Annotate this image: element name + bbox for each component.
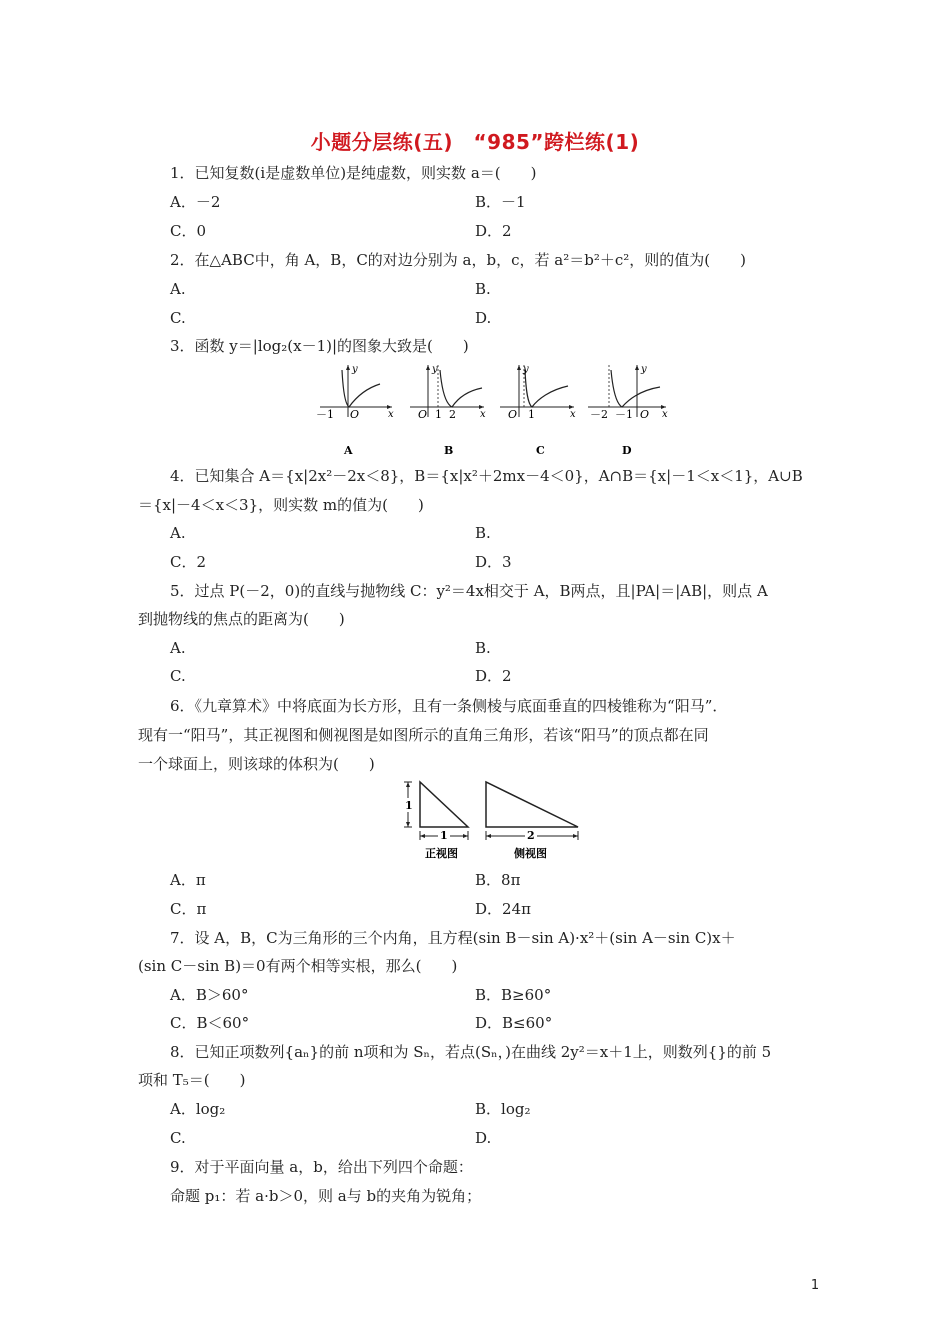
page-title: 小题分层练(五) “985”跨栏练(1) [310,130,640,154]
q3-b-axis-y: y [432,364,438,375]
q6-option-a: A．π [170,871,206,889]
q3-d-tick-2: －1 [615,408,633,421]
page-number: 1 [810,1278,820,1293]
question-7-stem-line1: 7．设 A，B，C为三角形的三个内角，且方程(sin B－sin A)·x²＋(sin A－sin C)x＋ [170,929,736,947]
question-9-stem: 9．对于平面向量 a，b，给出下列四个命题： [170,1158,473,1176]
q3-a-tick-2: O [350,408,360,421]
q8-option-c: C. [170,1129,186,1147]
q6-side-view-triangle [486,782,578,827]
q3-b-tick-1: O [418,408,428,421]
q3-graph-b [410,364,486,457]
q2-option-a: A. [170,280,186,298]
q7-option-d: D．B≤60° [475,1014,553,1032]
q6-front-width-label: 1 [440,829,448,842]
q3-b-tick-3: 2 [449,408,456,421]
q3-d-axis-y: y [641,364,647,375]
q3-c-tick-1: O [508,408,518,421]
q3-a-axis-x: x [388,409,394,420]
question-5-stem-line2: 到抛物线的焦点的距离为( ) [138,610,345,628]
q3-a-tick-1: －1 [316,408,334,421]
question-6-stem-line1: 6．《九章算术》中将底面为长方形，且有一条侧棱与底面垂直的四棱锥称为“阳马”． [170,697,728,715]
q6-option-d: D．24π [475,900,531,918]
q5-option-b: B. [475,639,491,657]
q3-c-axis-x: x [570,409,576,420]
q3-a-axis-y: y [352,364,358,375]
question-8-stem-line1: 8．已知正项数列{aₙ}的前 n项和为 Sₙ，若点(Sₙ，)在曲线 2y²＝x＋1上，则数列{}的前 5 [170,1043,772,1061]
q6-front-view-triangle [420,782,468,827]
question-3-stem: 3．函数 y＝|log₂(x－1)|的图象大致是( ) [170,337,469,355]
q4-option-a: A. [170,524,186,542]
q6-option-c: C．π [170,900,207,918]
q1-option-a: A．－2 [170,193,221,211]
q6-side-width-label: 2 [527,829,535,842]
q4-option-d: D．3 [475,553,512,571]
q1-option-d: D．2 [475,222,512,240]
q1-option-c: C．0 [170,222,207,240]
q5-option-d: D．2 [475,667,512,685]
q3-graph-figure [312,362,672,460]
q3-d-tick-1: －2 [590,408,608,421]
q4-option-c: C．2 [170,553,207,571]
q8-option-a: A．log₂ [170,1100,226,1118]
q3-c-axis-y: y [523,364,529,375]
q6-height-label: 1 [405,799,413,812]
q3-a-label: A [344,444,353,457]
q4-option-b: B. [475,524,491,542]
q3-b-tick-2: 1 [435,408,442,421]
q9-proposition-p1: 命题 p₁：若 a·b＞0，则 a与 b的夹角为锐角； [170,1187,482,1205]
question-1-stem: 1．已知复数(i是虚数单位)是纯虚数，则实数 a＝( ) [170,164,537,182]
q2-option-b: B. [475,280,491,298]
q6-front-caption: 正视图 [425,847,458,860]
q6-three-view-figure [398,778,588,864]
q6-option-b: B．8π [475,871,521,889]
question-6-stem-line2: 现有一“阳马”，其正视图和侧视图是如图所示的直角三角形，若该“阳马”的顶点都在同 [138,726,709,744]
q6-side-caption: 侧视图 [514,847,547,860]
q7-option-a: A．B＞60° [170,986,249,1004]
q3-graph-a [316,364,394,457]
q3-c-label: C [536,444,545,457]
q7-option-c: C．B＜60° [170,1014,250,1032]
question-4-stem-line2: ＝{x|－4＜x＜3}，则实数 m的值为( ) [138,496,424,514]
question-4-stem-line1: 4．已知集合 A＝{x|2x²－2x＜8}，B＝{x|x²＋2mx－4＜0}，A∩B＝{x|－1＜x＜1}，A∪B [170,467,803,485]
q7-option-b: B．B≥60° [475,986,552,1004]
q5-option-a: A. [170,639,186,657]
question-8-stem-line2: 项和 T₅＝( ) [138,1071,246,1089]
q3-d-tick-3: O [640,408,650,421]
question-2-stem: 2．在△ABC中，角 A，B，C的对边分别为 a，b，c，若 a²＝b²＋c²，则的值为( ) [170,251,746,269]
q8-option-b: B．log₂ [475,1100,531,1118]
question-7-stem-line2: (sin C－sin B)＝0有两个相等实根，那么( ) [138,957,458,975]
q5-option-c: C. [170,667,186,685]
q3-b-axis-x: x [480,409,486,420]
question-6-stem-line3: 一个球面上，则该球的体积为( ) [138,755,375,773]
q3-graph-d [588,364,668,457]
q1-option-b: B．－1 [475,193,526,211]
q2-option-c: C. [170,309,186,327]
q3-graph-c [500,364,576,457]
question-5-stem-line1: 5．过点 P(－2，0)的直线与抛物线 C：y²＝4x相交于 A，B两点，且|PA|＝|AB|，则点 A [170,582,768,600]
q3-d-axis-x: x [662,409,668,420]
q3-d-label: D [622,444,632,457]
q3-c-tick-2: 1 [528,408,535,421]
q3-b-label: B [444,444,454,457]
q8-option-d: D. [475,1129,492,1147]
q2-option-d: D. [475,309,492,327]
